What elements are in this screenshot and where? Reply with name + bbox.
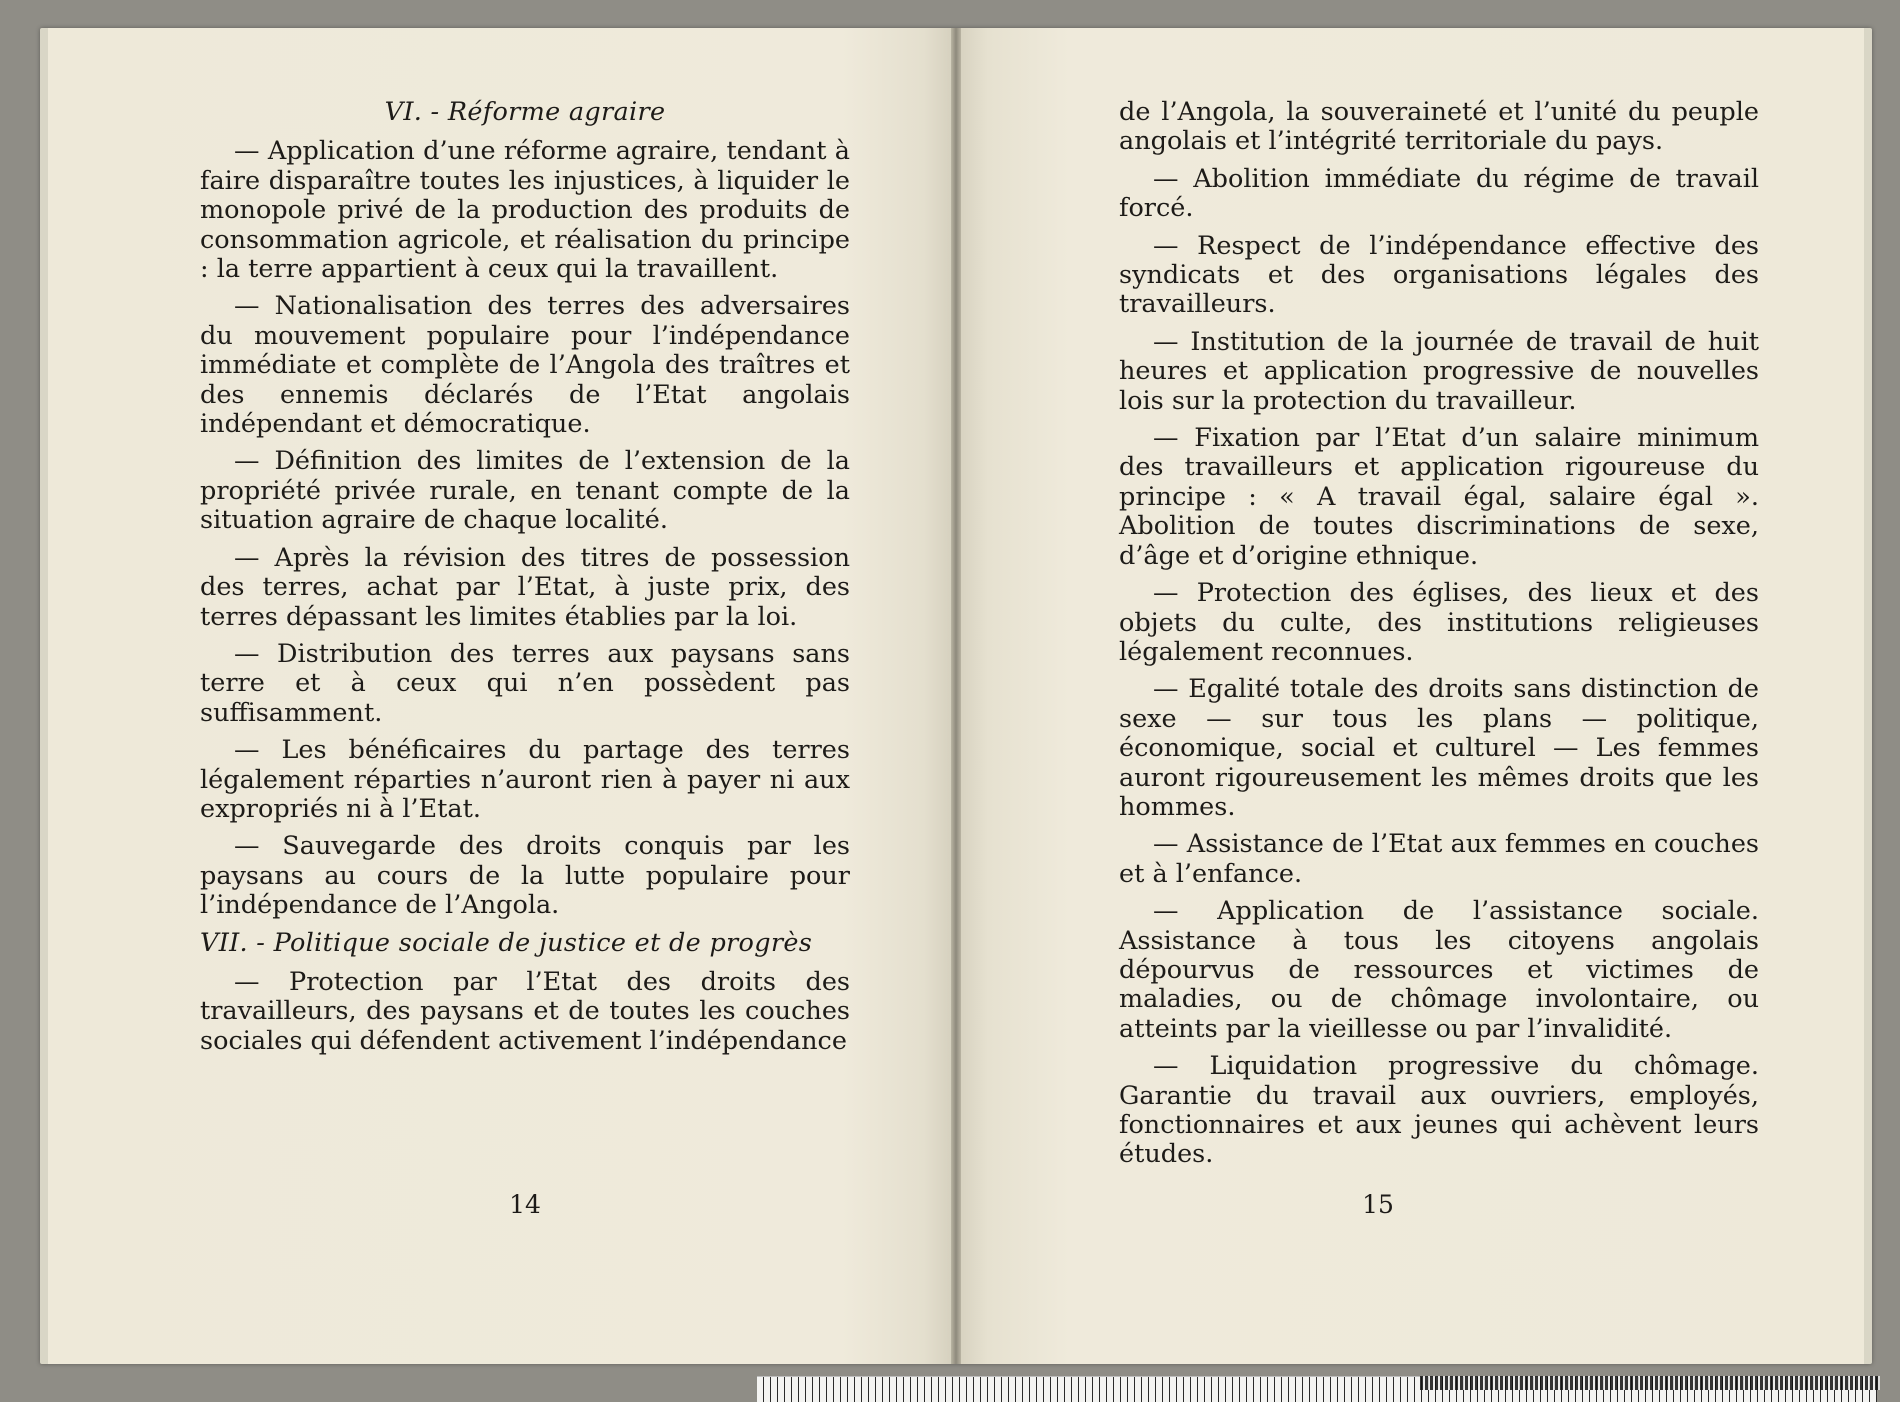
paragraph: — Application de l’assistance sociale. Assistance à tous les citoyens angolais dépourvus de ressources et victimes de maladies, ou de chômage involontaire, ou atteints par la vieillesse ou par l’invalidité. <box>1119 896 1759 1044</box>
section-heading-vii: VII. - Politique sociale de justice et de progrès <box>200 927 813 958</box>
section-heading-vi: VI. - Réforme agraire <box>384 97 666 127</box>
book-gutter <box>951 28 961 1364</box>
color-calibration-strip <box>1420 1376 1880 1390</box>
page-number-right: 15 <box>1362 1190 1394 1219</box>
paragraph: — Egalité totale des droits sans distinction de sexe — sur tous les plans — politique, économique, social et culturel — Les femmes auront rigoureusement les mêmes droits que les hommes. <box>1119 674 1759 822</box>
paragraph: — Abolition immédiate du régime de travail forcé. <box>1119 163 1759 224</box>
right-text-column <box>1119 98 1759 1178</box>
paragraph-continuation: de l’Angola, la souveraineté et l’unité du peuple angolais et l’intégrité territoriale du pays. <box>1119 97 1759 157</box>
paragraph: — Assistance de l’Etat aux femmes en couches et à l’enfance. <box>1119 829 1759 889</box>
left-page <box>48 28 951 1364</box>
paragraph: — Fixation par l’Etat d’un salaire minimum des travailleurs et application rigoureuse du principe : « A travail égal, salaire égal ». Abolition de toutes discriminations de sexe, d’âge et d’origine ethnique. <box>1119 423 1759 571</box>
paragraph: — Protection par l’Etat des droits des travailleurs, des paysans et de toutes les couches sociales qui défendent activement l’indépendance <box>200 966 850 1056</box>
page-number-left: 14 <box>509 1190 541 1219</box>
paragraph: — Application d’une réforme agraire, tendant à faire disparaître toutes les injustices, à liquider le monopole privé de la production des produits de consommation agricole, et réalisation du principe : la terre appartient à ceux qui la travaillent. <box>200 136 850 285</box>
left-text-column <box>200 98 850 1064</box>
paragraph: — Nationalisation des terres des adversaires du mouvement populaire pour l’indépendance immédiate et complète de l’Angola des traîtres et des ennemis déclarés de l’Etat angolais indépendant et démocratique. <box>200 291 850 440</box>
open-booklet <box>40 28 1872 1364</box>
paragraph: — Après la révision des titres de possession des terres, achat par l’Etat, à juste prix, des terres dépassant les limites établies par la loi. <box>200 542 850 632</box>
paragraph: — Sauvegarde des droits conquis par les paysans au cours de la lutte populaire pour l’indépendance de l’Angola. <box>200 831 850 921</box>
paragraph: — Liquidation progressive du chômage. Garantie du travail aux ouvriers, employés, fonctionnaires et aux jeunes qui achèvent leurs études. <box>1119 1051 1759 1170</box>
paragraph: — Respect de l’indépendance effective des syndicats et des organisations légales des travailleurs. <box>1119 230 1759 320</box>
paragraph: — Institution de la journée de travail de huit heures et application progressive de nouvelles lois sur la protection du travailleur. <box>1119 326 1759 416</box>
paragraph: — Protection des églises, des lieux et des objets du culte, des institutions religieuses légalement reconnues. <box>1119 578 1759 667</box>
right-page <box>961 28 1864 1364</box>
paragraph: — Définition des limites de l’extension de la propriété privée rurale, en tenant compte de la situation agraire de chaque localité. <box>200 446 850 536</box>
paragraph: — Les bénéficaires du partage des terres légalement réparties n’auront rien à payer ni aux expropriés ni à l’Etat. <box>200 735 850 824</box>
paragraph: — Distribution des terres aux paysans sans terre et à ceux qui n’en possèdent pas suffisamment. <box>200 638 850 728</box>
